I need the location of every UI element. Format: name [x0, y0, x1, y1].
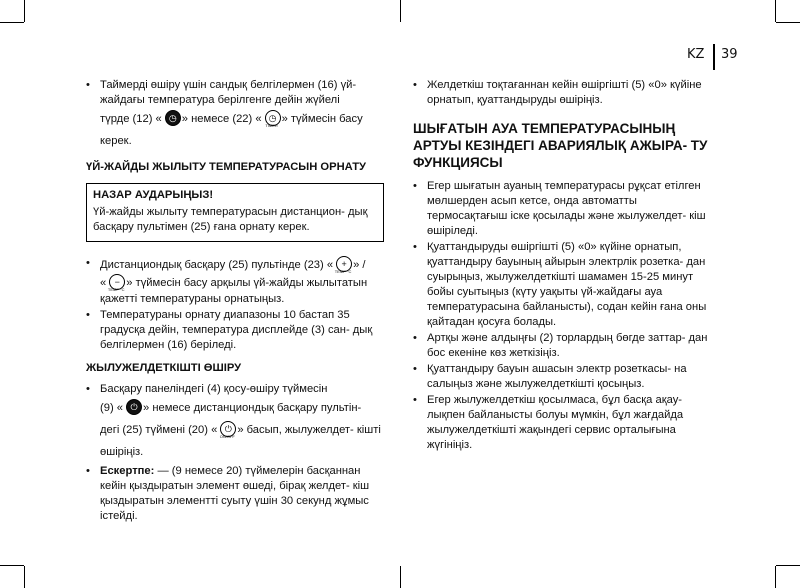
language-code: KZ — [687, 47, 705, 62]
list-item: • Егер шығатын ауаның температурасы рұқсат етілген мөлшерден асып кетсе, онда автоматты термосақтағыш іске қосылады және жылужелдет- кіш өшіріледі. — [413, 179, 713, 239]
list-item — [86, 256, 384, 307]
intro-text: түрде (12) « — [100, 113, 162, 125]
section-heading-emergency-shutdown: ШЫҒАТЫН АУА ТЕМПЕРАТУРАСЫНЫҢ АРТУЫ КЕЗІНДЕГІ АВАРИЯЛЫҚ АЖЫРА- ТУ ФУНКЦИЯСЫ — [413, 121, 708, 170]
emergency-list — [413, 179, 713, 453]
crop-mark — [775, 566, 776, 588]
list-item: • Қуаттандыру бауын ашасын электр розеткасы- на салыңыз және жылужелдеткішті қосыңыз. — [413, 362, 713, 392]
right-column — [413, 78, 713, 454]
crop-mark — [400, 0, 401, 22]
crop-mark — [24, 566, 25, 588]
timer-button-icon: ◷ — [163, 110, 181, 128]
crop-mark — [400, 566, 401, 588]
page-number: 39 — [721, 47, 738, 62]
text: » / — [353, 258, 366, 271]
crop-mark — [0, 22, 24, 23]
intro-list — [86, 78, 384, 152]
text: Басқару панеліндегі (4) қосу-өшіру түймесін — [100, 383, 328, 395]
section-heading-turn-off: ЖЫЛУЖЕЛДЕТКІШТІ ӨШІРУ — [86, 362, 242, 374]
power-remote-icon: ⏻ ON/OFF — [218, 421, 236, 439]
fan-stop-list — [413, 78, 713, 108]
header-divider — [713, 44, 715, 70]
crop-mark — [24, 0, 25, 22]
crop-mark — [0, 565, 24, 566]
crop-mark — [775, 0, 776, 22]
temperature-list — [86, 256, 384, 353]
list-item — [86, 78, 384, 152]
intro-text: Таймерді өшіру үшін сандық белгілермен (16) үй-жайдағы температура берілгенге дейін жүйелі — [100, 79, 357, 106]
list-item: • Артқы және алдыңғы (2) торлардың бөгде заттар- дан бос екеніне көз жеткізіңіз. — [413, 331, 713, 361]
text: » түймесін басу арқылы үй-жайды жылытатын қажетті температураны орнатыңыз. — [100, 276, 368, 305]
warning-title: НАЗАР АУДАРЫҢЫЗ! — [93, 189, 214, 201]
crop-mark — [776, 22, 800, 23]
list-item: • Егер жылужелдеткіш қосылмаса, бұл басқа ақау- лықпен байланысты болуы мүмкін, бұл жағдайда жылужелдеткішті жақындегі сервис орталығына жүгініңіз. — [413, 393, 713, 453]
warning-text: Үй-жайды жылыту температурасын дистанцион- дық басқару пультімен (25) ғана орнату керек. — [93, 206, 368, 233]
text: дегі (25) түймені (20) « — [100, 424, 218, 436]
crop-mark — [776, 565, 800, 566]
list-item — [86, 382, 384, 463]
left-column — [86, 78, 384, 525]
text: (9) « — [100, 402, 124, 414]
intro-text: » немесе (22) « — [181, 113, 262, 125]
text: « — [100, 276, 107, 289]
text: » басып, жылужелдет- кішті өшіріңіз. — [100, 424, 381, 458]
text: — (9 немесе 20) түймелерін басқаннан кейін қыздыратын элемент өшеді, бірақ желдет- кіш қыздыратын элементті суыту үшін 30 секунд жұмыс істейді. — [100, 465, 370, 522]
list-item: • Желдеткіш тоқтағаннан кейін өшіргішті (5) «0» күйіне орнатып, қуаттандыруды өшіріңіз. — [413, 78, 713, 108]
text: » немесе дистанциондық басқару пультін- — [143, 402, 362, 414]
intro-text: » түймесін басу керек. — [100, 113, 363, 147]
section-heading-room-temperature: ҮЙ-ЖАЙДЫ ЖЫЛЫТУ ТЕМПЕРАТУРАСЫН ОРНАТУ — [86, 161, 366, 173]
turn-off-list — [86, 382, 384, 524]
list-item: • Температураны орнату диапазоны 10 бастап 35 градусқа дейін, температура дисплейде (3) сан- дық белгілермен (16) беріледі. — [86, 308, 384, 353]
power-button-icon: ⏻ — [124, 399, 142, 417]
temp-down-icon: − TEMP °C — [107, 274, 125, 292]
list-item: • Қуаттандыруды өшіргішті (5) «0» күйіне орнатып, қуаттандыру бауының айырын электрлік розетка- дан суырыңыз, жылужелдеткішті шамамен 15-25 минут бойы суытыңыз (күту уақыты үй-жайдағы ауа температурасына байланысты), содан кейін ғана оны қайтадан қосуға болады. — [413, 240, 713, 330]
list-item — [86, 464, 384, 524]
warning-box — [86, 183, 384, 242]
text: Дистанциондық басқару (25) пультінде (23) « — [100, 258, 334, 271]
temp-up-icon: + TEMP °C — [334, 256, 352, 274]
timer-remote-icon: ◷ TIMER — [263, 110, 281, 128]
note-label: Ескертпе: — [100, 465, 155, 477]
